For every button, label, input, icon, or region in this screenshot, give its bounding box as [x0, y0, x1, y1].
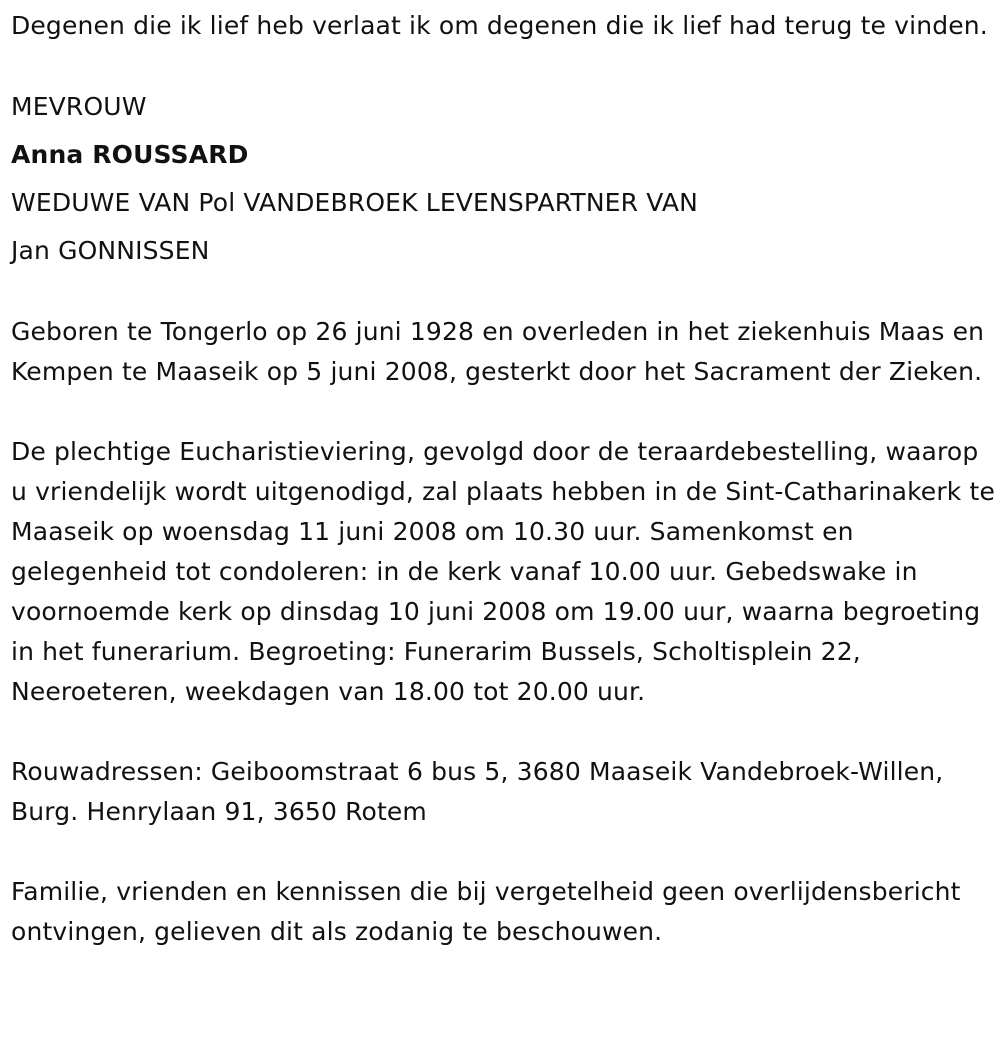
closing-paragraph: Familie, vrienden en kennissen die bij vergetelheid geen overlijdensbericht ontvingen, gelieven dit als zodanig te beschouwen.	[11, 877, 961, 946]
relationship-line: WEDUWE VAN Pol VANDEBROEK LEVENSPARTNER VAN	[11, 188, 699, 217]
spacer	[11, 712, 996, 752]
spacer	[11, 832, 996, 872]
birth-death-paragraph: Geboren te Tongerlo op 26 juni 1928 en overleden in het ziekenhuis Maas en Kempen te Maaseik op 5 juni 2008, gesterkt door het Sacrament der Zieken.	[11, 317, 985, 386]
ceremony-paragraph: De plechtige Eucharistieviering, gevolgd door de teraardebestelling, waarop u vriendelijk wordt uitgenodigd, zal plaats hebben in de Sint-Catharinakerk te Maaseik op woensdag 11 juni 2008 om 10.30 uur. Samenkomst en gelegenheid tot condoleren: in de kerk vanaf 10.00 uur. Gebedswake in voornoemde kerk op dinsdag 10 juni 2008 om 19.00 uur, waarna begroeting in het funerarium. Begroeting: Funerarim Bussels, Scholtisplein 22, Neeroeteren, weekdagen van 18.00 tot 20.00 uur.	[11, 437, 995, 706]
obituary-notice	[11, 6, 996, 952]
salutation: MEVROUW	[11, 92, 147, 121]
mourning-addresses: Rouwadressen: Geiboomstraat 6 bus 5, 3680 Maaseik Vandebroek-Willen, Burg. Henrylaan 91, 3650 Rotem	[11, 757, 944, 826]
deceased-name: Anna ROUSSARD	[11, 140, 249, 169]
opening-quote: Degenen die ik lief heb verlaat ik om degenen die ik lief had terug te vinden.	[11, 11, 988, 40]
spacer	[11, 275, 996, 312]
spacer	[11, 46, 996, 83]
spacer	[11, 392, 996, 432]
partner-name: Jan GONNISSEN	[11, 236, 210, 265]
